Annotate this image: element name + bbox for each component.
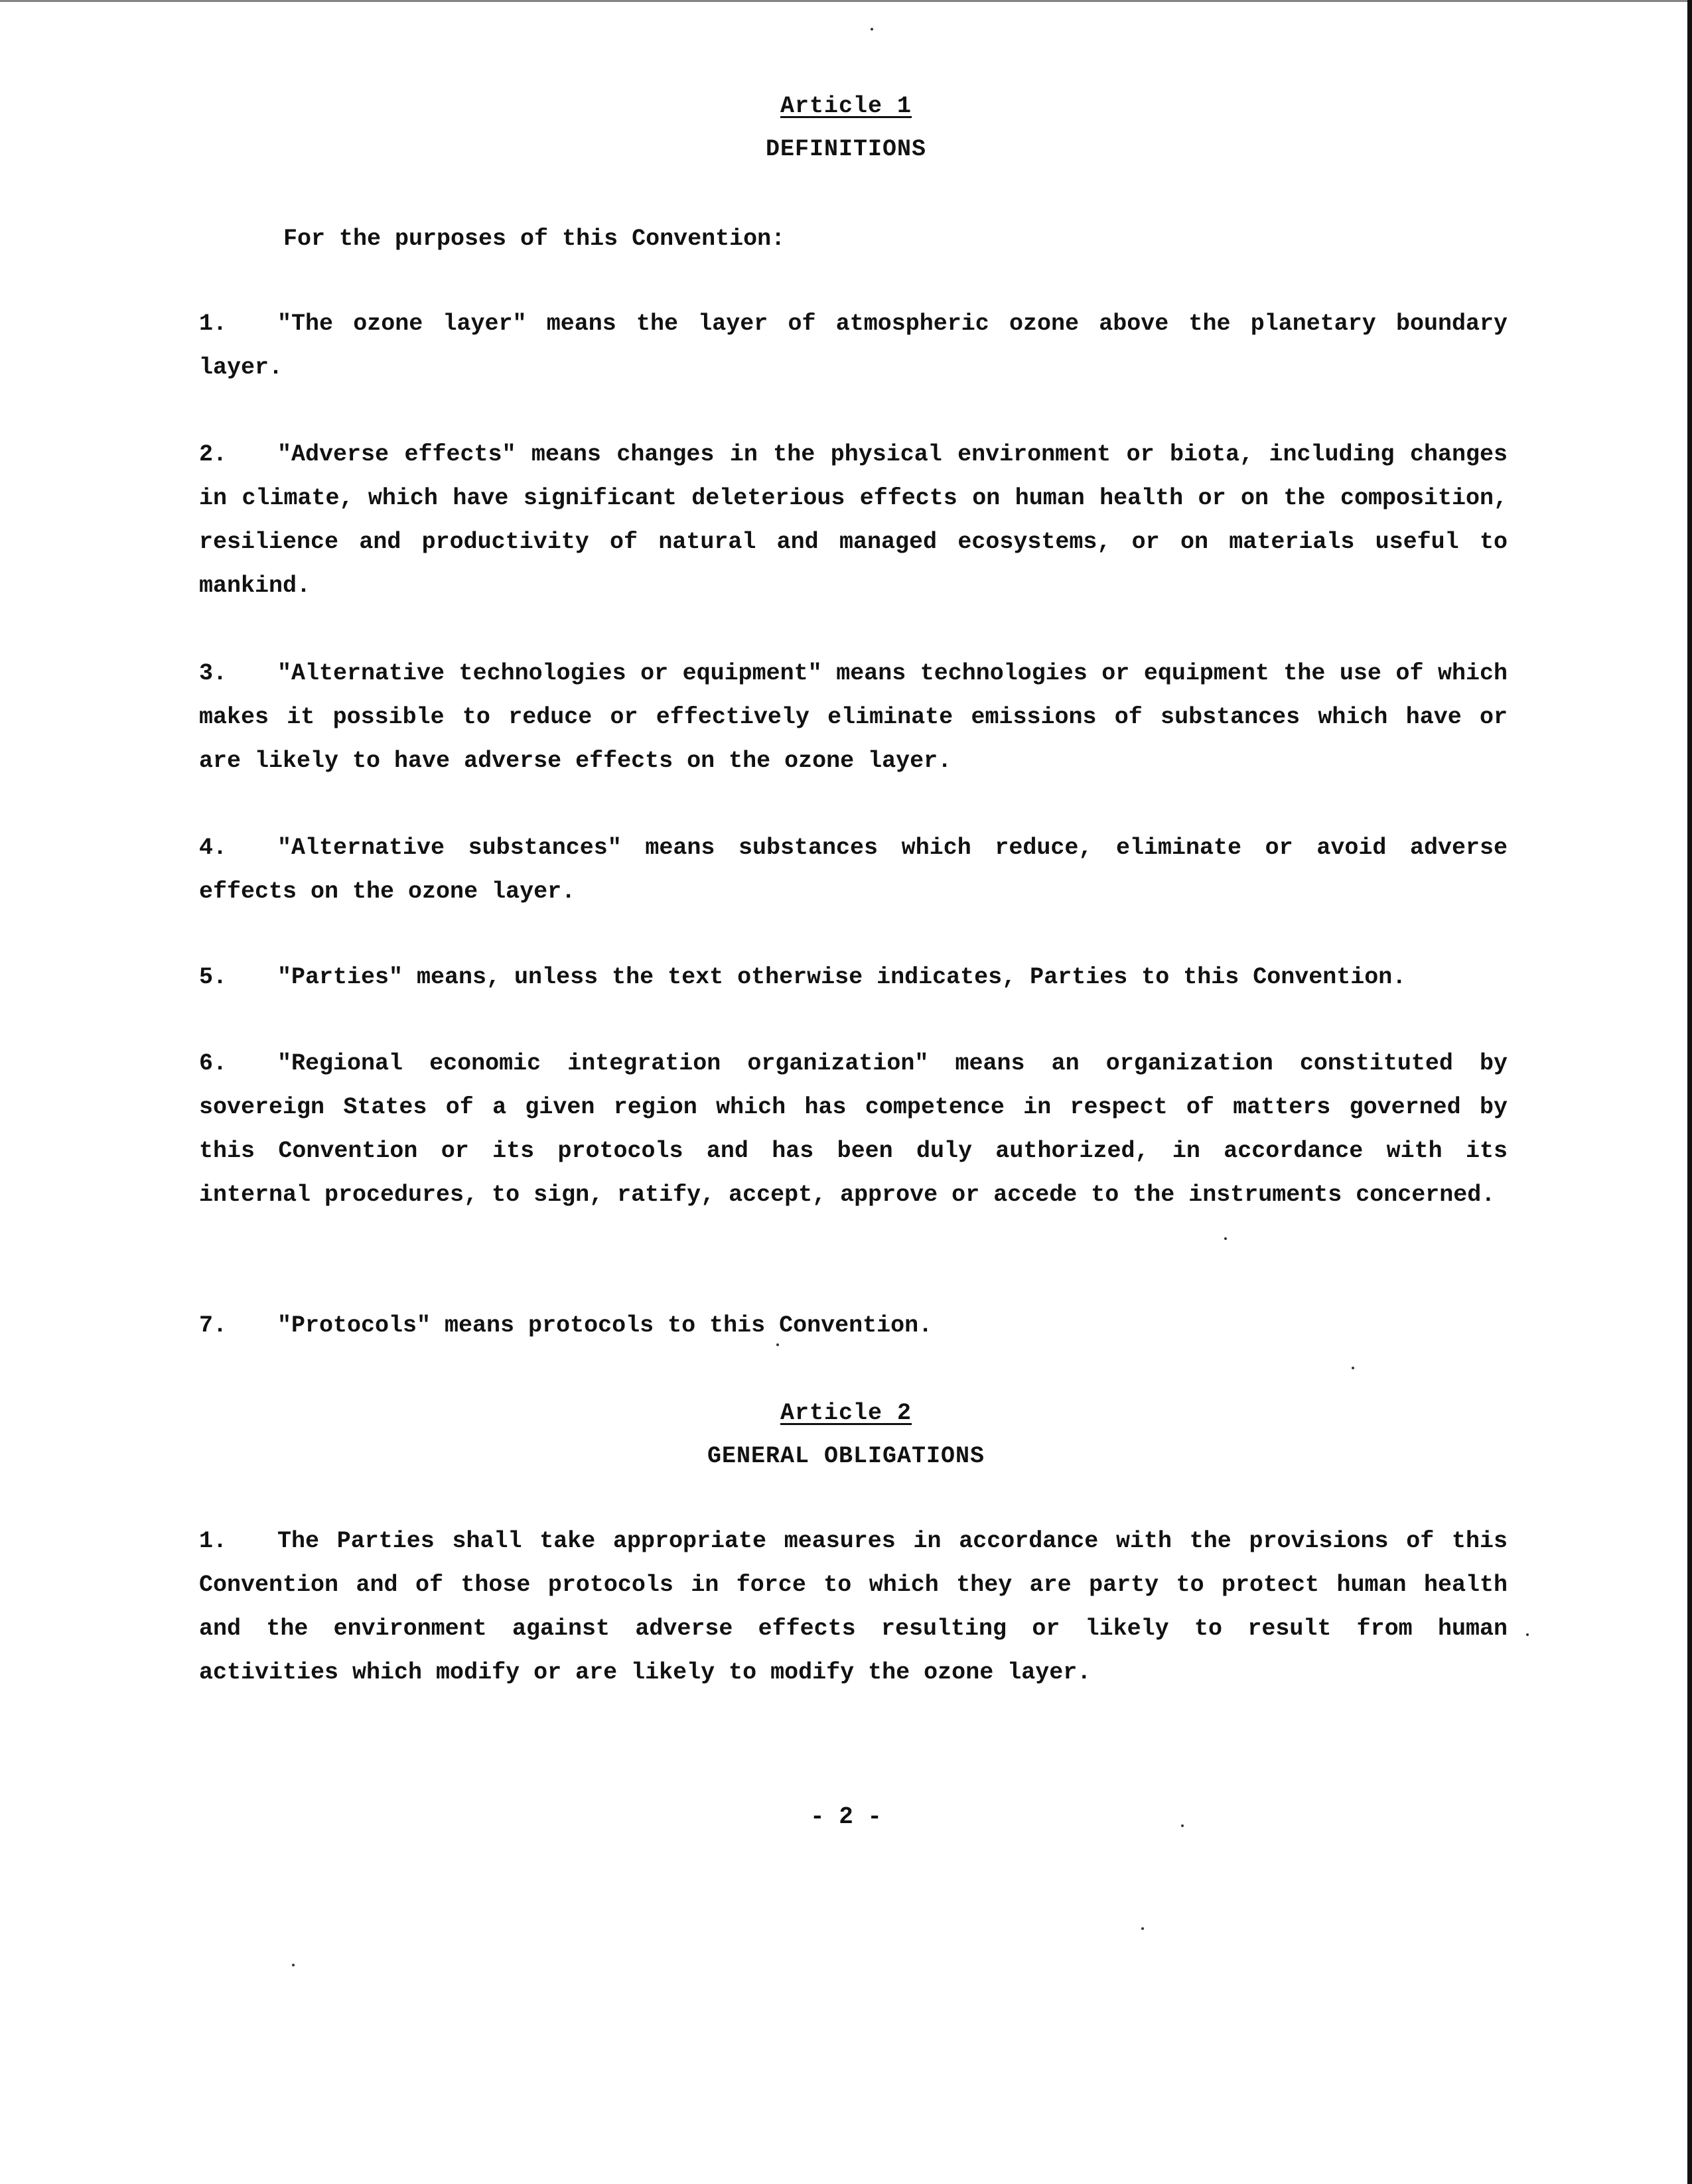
scan-speck bbox=[776, 1343, 779, 1346]
definition-paragraph-1 bbox=[199, 302, 1508, 389]
paragraph-number: 4. bbox=[199, 835, 228, 861]
paragraph-number: 5. bbox=[199, 964, 228, 990]
scan-speck bbox=[1224, 1237, 1227, 1240]
page-number: - 2 - bbox=[810, 1803, 882, 1830]
paragraph-number: 3. bbox=[199, 660, 228, 687]
paragraph-text: "Alternative technologies or equipment" means technologies or equipment the use of which makes it possible to reduce or effectively eliminate emissions of substances which have or are likely to have adverse effects on the ozone layer. bbox=[199, 660, 1508, 774]
scan-speck bbox=[1526, 1633, 1529, 1636]
definition-paragraph-3 bbox=[199, 651, 1508, 783]
article-1-title: DEFINITIONS bbox=[765, 136, 927, 163]
obligation-paragraph-1 bbox=[199, 1519, 1508, 1694]
scan-right-edge bbox=[1687, 0, 1692, 2184]
scan-speck bbox=[1181, 1824, 1184, 1827]
paragraph-number: 7. bbox=[199, 1312, 228, 1339]
paragraph-text: "Regional economic integration organization" means an organization constituted by sovereign States of a given region which has competence in respect of matters governed by this Convention or its protocols and has been duly authorized, in accordance with its internal procedures, to sign, ratify, accept, approve or accede to the instruments concerned. bbox=[199, 1050, 1508, 1208]
definition-paragraph-6 bbox=[199, 1042, 1508, 1217]
definition-paragraph-4 bbox=[199, 826, 1508, 914]
scan-speck bbox=[871, 28, 873, 31]
paragraph-text: The Parties shall take appropriate measures in accordance with the provisions of this Convention and of those protocols in force to which they are party to protect human health and the environment against adverse effects resulting or likely to result from human activities which modify or are likely to modify the ozone layer. bbox=[199, 1528, 1508, 1686]
article-1-intro: For the purposes of this Convention: bbox=[283, 226, 786, 252]
definition-paragraph-5 bbox=[199, 955, 1508, 999]
paragraph-number: 1. bbox=[199, 1528, 228, 1554]
scan-speck bbox=[1141, 1927, 1144, 1930]
definition-paragraph-7 bbox=[199, 1304, 1508, 1347]
paragraph-number: 1. bbox=[199, 310, 228, 337]
scan-top-edge bbox=[0, 0, 1692, 7]
article-1-heading: Article 1 bbox=[780, 93, 912, 119]
article-2-heading: Article 2 bbox=[780, 1400, 912, 1426]
scan-speck bbox=[292, 1964, 295, 1966]
paragraph-text: "Parties" means, unless the text otherwise indicates, Parties to this Convention. bbox=[277, 964, 1407, 990]
paragraph-text: "Alternative substances" means substances which reduce, eliminate or avoid adverse effects on the ozone layer. bbox=[199, 835, 1508, 905]
scan-speck bbox=[1352, 1367, 1354, 1369]
definition-paragraph-2 bbox=[199, 433, 1508, 608]
paragraph-text: "The ozone layer" means the layer of atmospheric ozone above the planetary boundary layer. bbox=[199, 310, 1508, 381]
paragraph-number: 6. bbox=[199, 1050, 228, 1077]
paragraph-number: 2. bbox=[199, 441, 228, 468]
paragraph-text: "Adverse effects" means changes in the physical environment or biota, including changes in climate, which have significant deleterious effects on human health or on the composition, resilience and productivity of natural and managed ecosystems, or on materials useful to mankind. bbox=[199, 441, 1508, 599]
article-2-title: GENERAL OBLIGATIONS bbox=[707, 1443, 985, 1469]
paragraph-text: "Protocols" means protocols to this Convention. bbox=[277, 1312, 933, 1339]
